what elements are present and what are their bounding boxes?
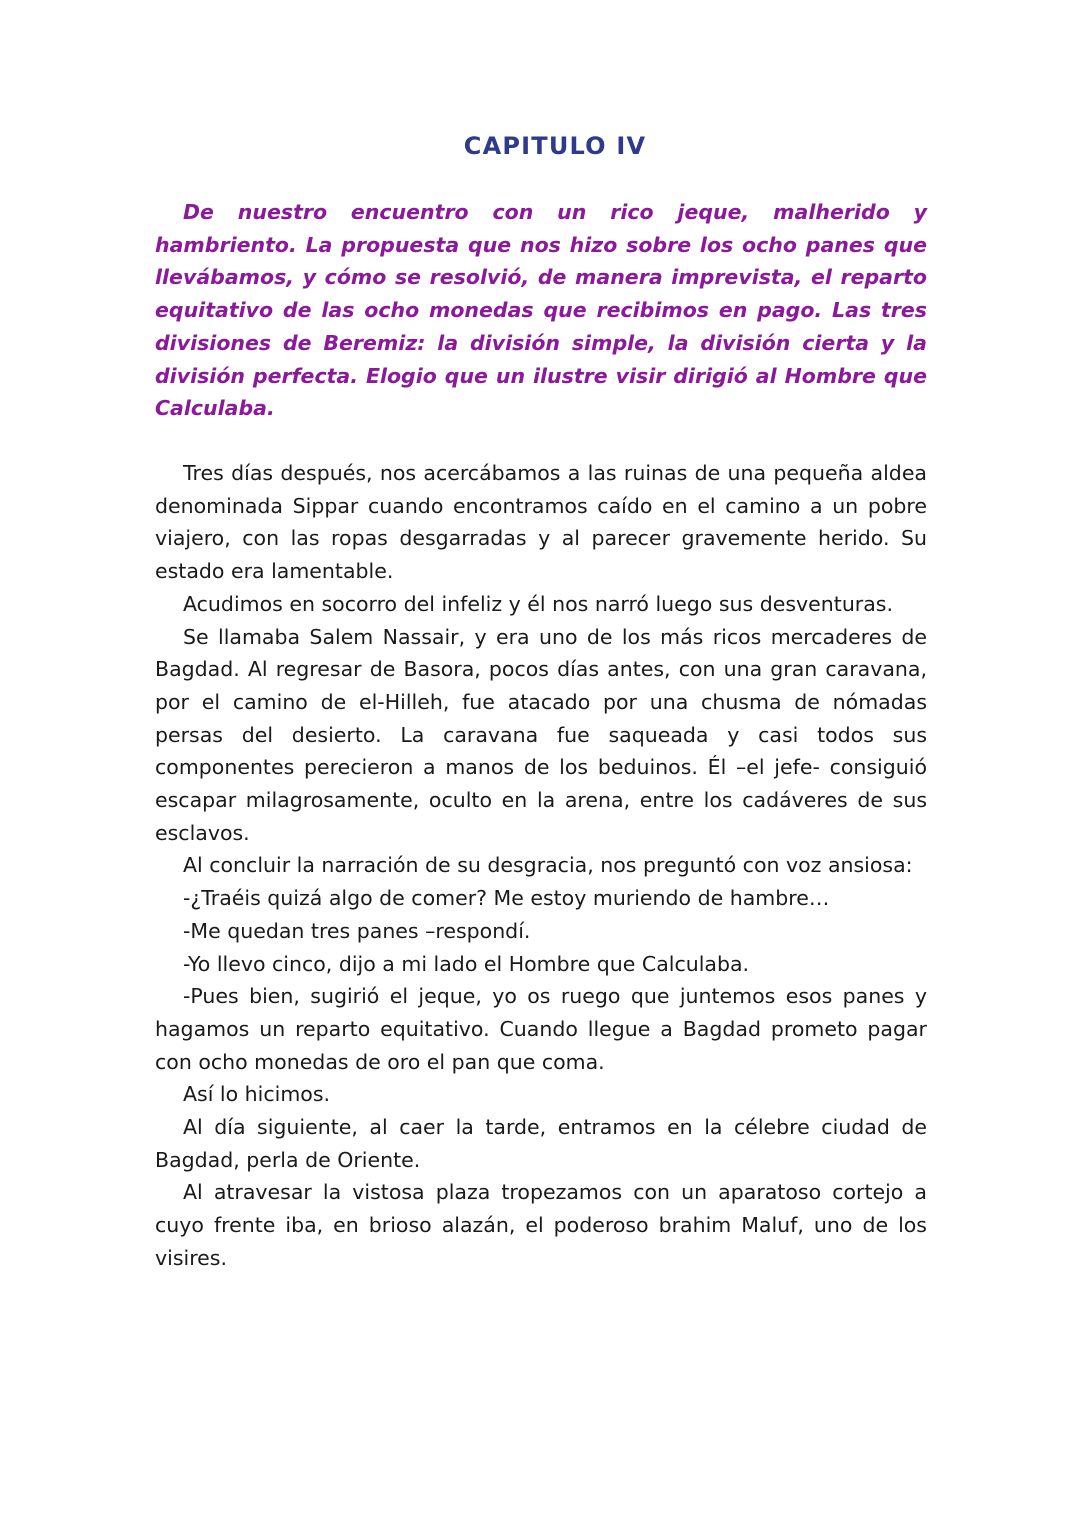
chapter-body <box>155 457 927 1275</box>
paragraph: Así lo hicimos. <box>183 1082 331 1107</box>
paragraph: Al atravesar la vistosa plaza tropezamos con un aparatoso cortejo a cuyo frente iba, en brioso alazán, el poderoso brahim Maluf, uno de los visires. <box>155 1180 927 1270</box>
paragraph: Al concluir la narración de su desgracia, nos preguntó con voz ansiosa: <box>183 853 913 878</box>
paragraph: Se llamaba Salem Nassair, y era uno de los más ricos mercaderes de Bagdad. Al regresar de Basora, pocos días antes, con una gran caravana, por el camino de el-Hilleh, fue atacado por una chusma de nómadas persas del desierto. La caravana fue saqueada y casi todos sus componentes perecieron a manos de los beduinos. Él –el jefe- consiguió escapar milagrosamente, oculto en la arena, entre los cadáveres de sus esclavos. <box>155 624 927 845</box>
dialogue-line: -Me quedan tres panes –respondí. <box>183 918 531 943</box>
paragraph: Tres días después, nos acercábamos a las ruinas de una pequeña aldea denominada Sippar cuando encontramos caído en el camino a un pobre viajero, con las ropas desgarradas y al parecer gravemente herido. Su estado era lamentable. <box>155 461 927 584</box>
paragraph: Acudimos en socorro del infeliz y él nos narró luego sus desventuras. <box>183 591 893 616</box>
paragraph: Al día siguiente, al caer la tarde, entramos en la célebre ciudad de Bagdad, perla de Oriente. <box>155 1115 927 1172</box>
dialogue-line: -¿Traéis quizá algo de comer? Me estoy muriendo de hambre… <box>183 886 830 911</box>
chapter-summary: De nuestro encuentro con un rico jeque, malherido y hambriento. La propuesta que nos hizo sobre los ocho panes que llevábamos, y cómo se resolvió, de manera imprevista, el reparto equitativo de las ocho monedas que recibimos en pago. Las tres divisiones de Beremiz: la división simple, la división cierta y la división perfecta. Elogio que un ilustre visir dirigió al Hombre que Calculaba. <box>155 200 927 421</box>
dialogue-line: -Pues bien, sugirió el jeque, yo os ruego que juntemos esos panes y hagamos un reparto equitativo. Cuando llegue a Bagdad prometo pagar con ocho monedas de oro el pan que coma. <box>155 984 927 1074</box>
dialogue-line: -Yo llevo cinco, dijo a mi lado el Hombre que Calculaba. <box>183 951 750 976</box>
chapter-title: CAPITULO IV <box>463 132 647 160</box>
document-page <box>155 0 927 1528</box>
